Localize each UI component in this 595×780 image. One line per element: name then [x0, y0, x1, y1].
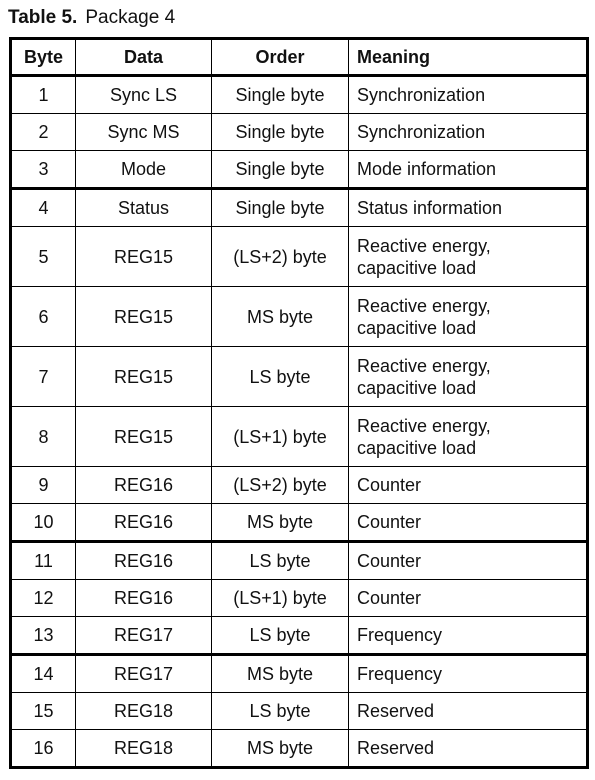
meaning-line: Reactive energy, — [357, 235, 491, 256]
cell-meaning — [349, 347, 588, 407]
table-row — [11, 655, 588, 693]
cell-data: REG15 — [76, 287, 212, 347]
cell-byte: 10 — [11, 504, 76, 542]
header-meaning: Meaning — [349, 39, 588, 76]
cell-meaning — [349, 467, 588, 504]
cell-order: MS byte — [212, 730, 349, 768]
cell-byte: 5 — [11, 227, 76, 287]
meaning-line: Counter — [357, 475, 422, 495]
meaning-line: Counter — [357, 588, 422, 608]
cell-byte: 7 — [11, 347, 76, 407]
cell-data: REG17 — [76, 655, 212, 693]
cell-order: LS byte — [212, 617, 349, 655]
cell-meaning — [349, 287, 588, 347]
cell-byte: 11 — [11, 542, 76, 580]
table-row — [11, 114, 588, 151]
cell-order: MS byte — [212, 287, 349, 347]
cell-byte: 13 — [11, 617, 76, 655]
cell-order: LS byte — [212, 693, 349, 730]
meaning-line: Frequency — [357, 664, 443, 684]
cell-meaning — [349, 76, 588, 114]
table-row — [11, 467, 588, 504]
cell-data: REG15 — [76, 227, 212, 287]
header-order: Order — [212, 39, 349, 76]
cell-data: REG17 — [76, 617, 212, 655]
cell-meaning — [349, 730, 588, 768]
table-row — [11, 151, 588, 189]
package-table — [9, 37, 589, 769]
cell-data: REG16 — [76, 542, 212, 580]
cell-byte: 1 — [11, 76, 76, 114]
table-row — [11, 76, 588, 114]
cell-byte: 12 — [11, 580, 76, 617]
meaning-line: Mode information — [357, 159, 497, 179]
cell-meaning — [349, 407, 588, 467]
cell-byte: 16 — [11, 730, 76, 768]
cell-order: (LS+2) byte — [212, 467, 349, 504]
cell-byte: 6 — [11, 287, 76, 347]
table-row — [11, 730, 588, 768]
cell-meaning — [349, 655, 588, 693]
cell-meaning — [349, 114, 588, 151]
meaning-line: Frequency — [357, 625, 443, 645]
meaning-line: capacitive load — [357, 257, 477, 278]
cell-data: Sync LS — [76, 76, 212, 114]
table-row — [11, 580, 588, 617]
meaning-line: Synchronization — [357, 85, 486, 105]
table-row — [11, 504, 588, 542]
meaning-line: Reactive energy, — [357, 355, 491, 376]
table-row — [11, 189, 588, 227]
table-row — [11, 287, 588, 347]
cell-order: (LS+1) byte — [212, 407, 349, 467]
cell-byte: 15 — [11, 693, 76, 730]
meaning-line: capacitive load — [357, 437, 477, 458]
meaning-line: Reactive energy, — [357, 415, 491, 436]
cell-data: Status — [76, 189, 212, 227]
table-row — [11, 693, 588, 730]
cell-data: REG15 — [76, 407, 212, 467]
cell-byte: 8 — [11, 407, 76, 467]
cell-data: REG16 — [76, 467, 212, 504]
cell-meaning — [349, 227, 588, 287]
cell-data: Sync MS — [76, 114, 212, 151]
table-caption-title: Package 4 — [85, 7, 176, 28]
cell-byte: 3 — [11, 151, 76, 189]
header-byte: Byte — [11, 39, 76, 76]
cell-order: MS byte — [212, 655, 349, 693]
table-row — [11, 227, 588, 287]
cell-order: MS byte — [212, 504, 349, 542]
table-header — [11, 39, 588, 76]
cell-data: REG18 — [76, 730, 212, 768]
meaning-line: Reactive energy, — [357, 295, 491, 316]
table-row — [11, 347, 588, 407]
meaning-line: Status information — [357, 198, 503, 218]
cell-byte: 2 — [11, 114, 76, 151]
table-row — [11, 617, 588, 655]
cell-byte: 4 — [11, 189, 76, 227]
table-caption-label: Table 5. — [8, 7, 78, 28]
cell-order: (LS+1) byte — [212, 580, 349, 617]
cell-meaning — [349, 693, 588, 730]
meaning-line: Counter — [357, 512, 422, 532]
table-row — [11, 542, 588, 580]
cell-data: REG16 — [76, 580, 212, 617]
meaning-line: capacitive load — [357, 377, 477, 398]
meaning-line: Counter — [357, 551, 422, 571]
cell-meaning — [349, 189, 588, 227]
cell-meaning — [349, 580, 588, 617]
cell-data: REG16 — [76, 504, 212, 542]
cell-byte: 14 — [11, 655, 76, 693]
cell-order: Single byte — [212, 114, 349, 151]
cell-data: REG15 — [76, 347, 212, 407]
meaning-line: capacitive load — [357, 317, 477, 338]
meaning-line: Synchronization — [357, 122, 486, 142]
cell-order: Single byte — [212, 76, 349, 114]
cell-meaning — [349, 504, 588, 542]
cell-byte: 9 — [11, 467, 76, 504]
cell-order: Single byte — [212, 189, 349, 227]
cell-order: Single byte — [212, 151, 349, 189]
cell-order: (LS+2) byte — [212, 227, 349, 287]
cell-order: LS byte — [212, 347, 349, 407]
cell-order: LS byte — [212, 542, 349, 580]
meaning-line: Reserved — [357, 738, 435, 758]
cell-meaning — [349, 151, 588, 189]
cell-meaning — [349, 542, 588, 580]
meaning-line: Reserved — [357, 701, 435, 721]
table-row — [11, 407, 588, 467]
cell-data: REG18 — [76, 693, 212, 730]
table-caption — [8, 6, 175, 30]
table-body — [11, 76, 588, 768]
header-data: Data — [76, 39, 212, 76]
header-row — [11, 39, 588, 76]
cell-meaning — [349, 617, 588, 655]
cell-data: Mode — [76, 151, 212, 189]
